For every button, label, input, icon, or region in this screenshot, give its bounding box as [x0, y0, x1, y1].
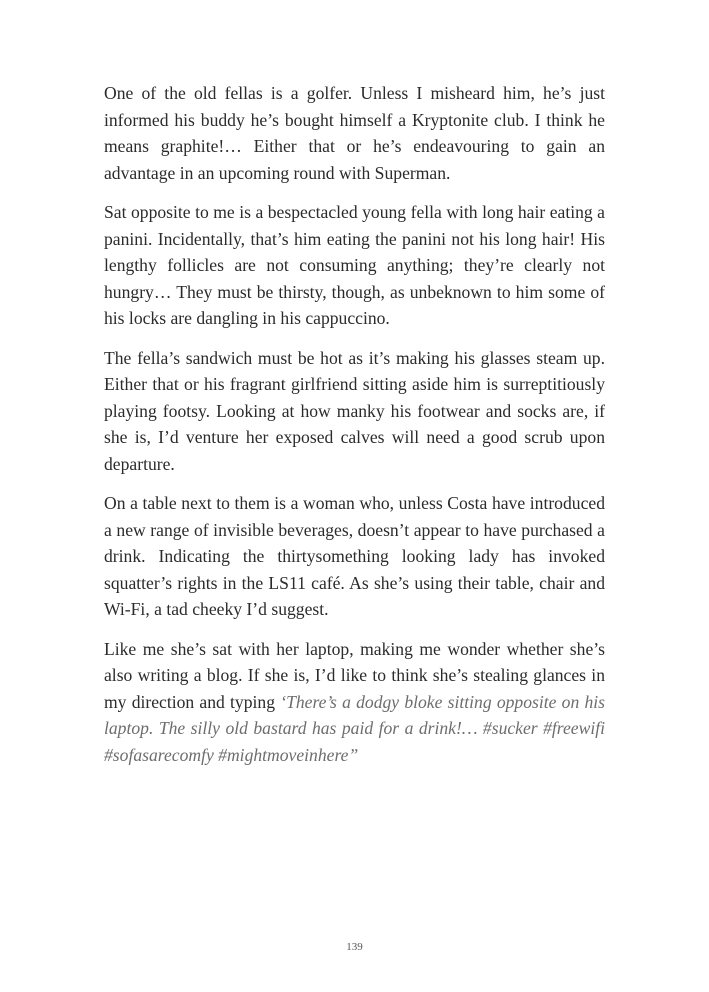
paragraph-sandwich: The fella’s sandwich must be hot as it’s making his glasses steam up. Either that or his fragrant girlfriend sitting aside him is surreptitiously playing footsy. Looking at how manky his footwear and socks are, if she is, I’d venture her exposed calves will need a good scrub upon departure.	[104, 347, 605, 474]
paragraph-panini: Sat opposite to me is a bespectacled young fella with long hair eating a panini. Incidentally, that’s him eating the panini not his long hair! His lengthy follicles are not consuming anything; they’re clearly not hungry… They must be thirsty, though, as unbeknown to him some of his locks are dangling in his cappuccino.	[104, 201, 605, 329]
paragraph-laptop	[104, 636, 605, 769]
paragraph-laptop-quote: ‘There’s a dodgy bloke sitting opposite on his laptop. The silly old bastard has paid for a drink!… #sucker #freewifi #sofasarecomfy #mightmoveinhere”	[104, 691, 605, 766]
paragraph-woman: On a table next to them is a woman who, unless Costa have introduced a new range of invisible beverages, doesn’t appear to have purchased a drink. Indicating the thirtysomething looking lady has invoked squatter’s rights in the LS11 café. As she’s using their table, chair and Wi-Fi, a tad cheeky I’d suggest.	[104, 493, 605, 620]
body-text	[104, 80, 605, 781]
paragraph-golfer: One of the old fellas is a golfer. Unless I misheard him, he’s just informed his buddy he’s bought himself a Kryptonite club. I think he means graphite!… Either that or he’s endeavouring to gain an advantage in an upcoming round with Superman.	[104, 83, 605, 183]
paragraph-laptop-text: Like me she’s sat with her laptop, making me wonder whether she’s also writing a blog. If she is, I’d like to think she’s stealing glances in my direction and typing	[104, 638, 605, 712]
page-number: 139	[346, 941, 363, 953]
